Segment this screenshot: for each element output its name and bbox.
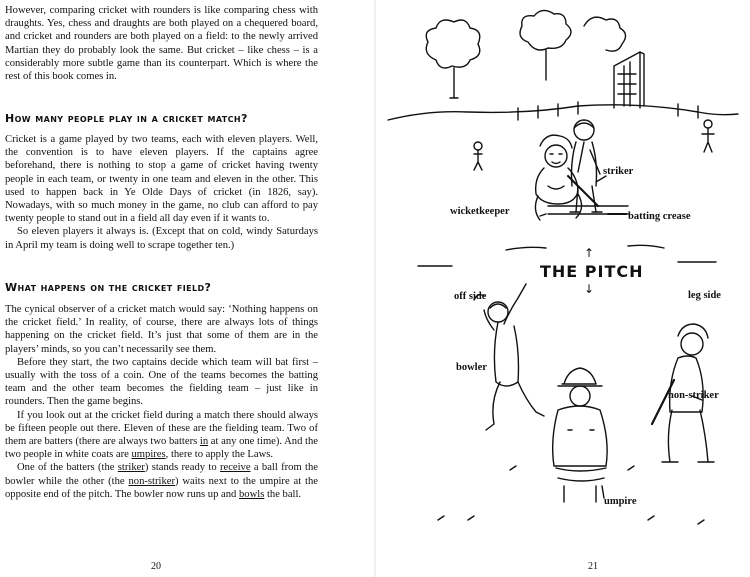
underlined-bowls: bowls	[239, 488, 265, 500]
cricket-pitch-illustration	[378, 0, 750, 577]
ground-marks	[438, 466, 704, 524]
boundary-fence	[388, 102, 738, 120]
paragraph-teams: Cricket is a game played by two teams, each with eleven players. Well, the convention is to have eleven players. If the captains agree beforehand, there is nothing to stop a game of cricket having twenty people in each team, or twenty in one team and eleven in the other. This used to happen back in Ye Olde Days of cricket (in 1826, say). Nowadays, with so much money in the game, no club can afford to pay twenty people to stand out in a field all day even if it wants to.	[5, 134, 318, 225]
wicketkeeper-leader	[540, 214, 546, 216]
paragraph-striker: One of the batters (the striker) stands ready to receive a ball from the bowler while the other (the non-striker) waits next to the umpire at the opposite end of the pitch. The bowler now runs up and bowls the ball.	[5, 462, 318, 500]
paragraph-fifteen-people: If you look out at the cricket field during a match there should always be fifteen people out there. Eleven of these are the fielding team. Two of them are batters (there are always two batters in at any one time). And the two people in white coats are umpires, there to apply the Laws.	[5, 409, 319, 461]
batting-crease-lines	[548, 206, 628, 214]
paragraph-cynical-observer: The cynical observer of a cricket match would say: ‘Nothing happens on the cricket field.’ In reality, of course, there are always lots of things happening on the cricket field. It’s just that some of them are in the players’ minds, so you can’t necessarily see them.	[5, 304, 318, 355]
right-page	[378, 0, 750, 577]
left-page	[0, 0, 372, 577]
underlined-striker: striker	[117, 462, 145, 474]
page-gutter	[374, 0, 376, 577]
bowler-figure	[474, 284, 544, 430]
label-batting-crease: batting crease	[628, 211, 691, 222]
label-striker: striker	[603, 166, 634, 177]
intro-paragraph-block	[5, 4, 318, 83]
underlined-umpires: umpires	[131, 449, 166, 461]
pitch-title: THE PITCH	[540, 262, 644, 281]
heading-what-happens: What happens on the cricket field?	[5, 281, 212, 294]
label-non-striker: non-striker	[668, 390, 719, 401]
paragraph-eleven-players: So eleven players it always is. (Except that on cold, windy Saturdays in April my team is doing well to scrape together ten.)	[5, 226, 318, 251]
distant-fielder-right	[702, 120, 714, 152]
label-bowler: bowler	[456, 362, 487, 373]
label-wicketkeeper: wicketkeeper	[450, 206, 510, 217]
intro-paragraph: However, comparing cricket with rounders is like comparing chess with draughts. Yes, chess and draughts are both played on a chequered board, and cricket and rounders are both played on a field: to the newly arrived Martian they do probably look the same. But cricket – like chess – is a considerably more subtle game than its counterpart. Which is where the rest of this book comes in.	[5, 5, 318, 83]
page-number-right: 21	[588, 561, 598, 572]
heading-how-many-people: How many people play in a cricket match?	[5, 112, 248, 125]
page-number-left: 20	[151, 561, 161, 572]
section-2-text	[5, 303, 318, 501]
arrow-down-icon: ↓	[584, 282, 595, 296]
section-1-text	[5, 133, 318, 252]
paragraph-captains-toss: Before they start, the two captains decide which team will bat first – usually with the toss of a coin. One of the teams becomes the batting team and the other team becomes the fielding team – just like in rounders. Then the game begins.	[5, 356, 318, 408]
underlined-in: in	[199, 436, 209, 448]
background-trees	[426, 10, 625, 98]
label-umpire: umpire	[604, 496, 637, 507]
striker-figure	[568, 120, 602, 212]
underlined-non-striker: non-striker	[128, 475, 175, 487]
umpire-figure	[553, 368, 607, 502]
distant-fielder-left	[474, 142, 482, 170]
underlined-receive: receive	[219, 462, 251, 474]
pavilion-building	[614, 52, 644, 108]
arrow-up-icon: ↑	[584, 246, 595, 260]
label-off-side: off side	[454, 291, 487, 302]
label-leg-side: leg side	[688, 290, 721, 301]
